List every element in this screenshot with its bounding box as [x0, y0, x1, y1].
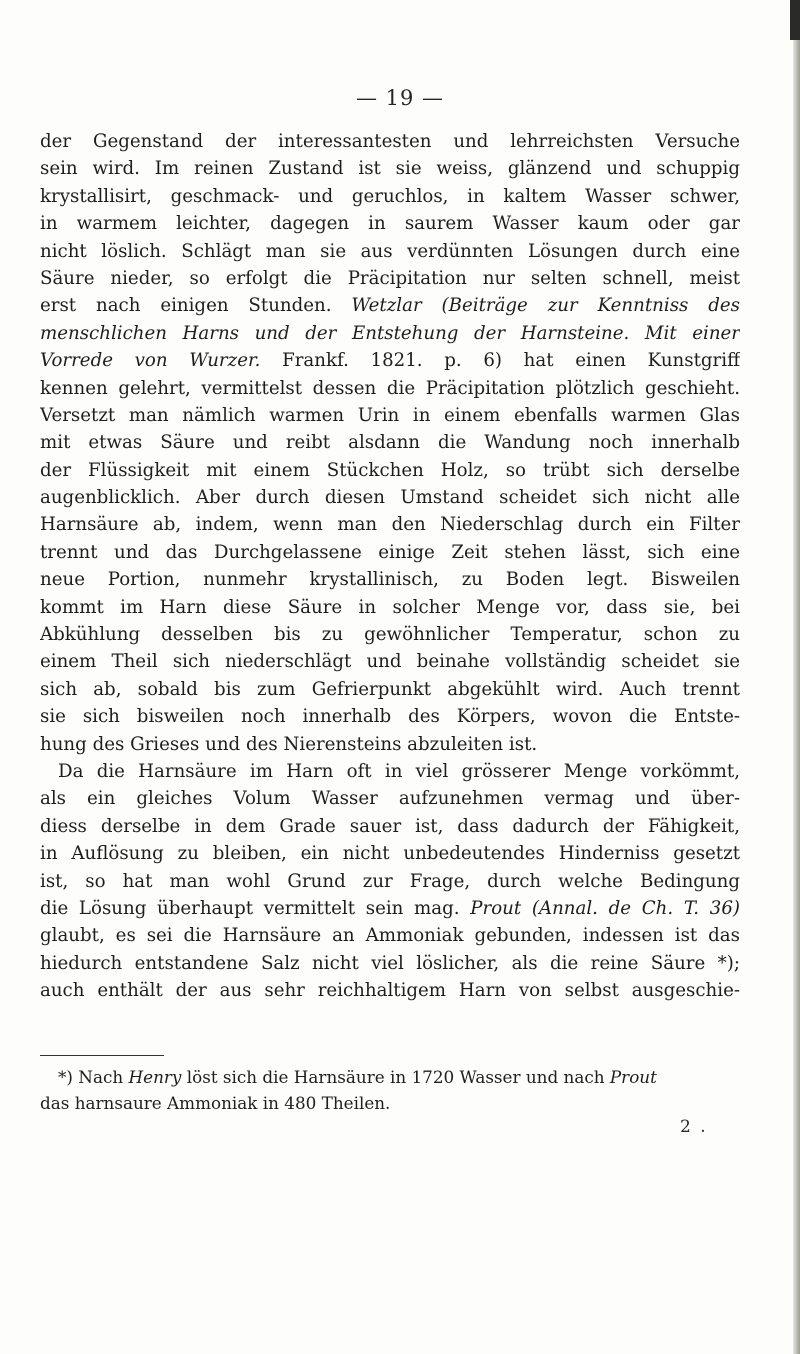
text-segment: auch enthält der aus sehr reichhaltigem Harn von selbst ausgeschie- — [40, 980, 740, 1002]
text-line — [40, 511, 740, 538]
text-line — [40, 265, 740, 292]
text-segment: *) Nach — [58, 1067, 129, 1087]
text-segment: mit etwas Säure und reibt alsdann die Wandung noch innerhalb — [40, 432, 740, 454]
page-edge-corner — [790, 0, 800, 40]
text-segment: nicht löslich. Schlägt man sie aus verdünnten Lösungen durch eine — [40, 240, 740, 262]
text-segment: ist, so hat man wohl Grund zur Frage, durch welche Bedingung — [40, 870, 740, 892]
text-line — [40, 539, 740, 566]
text-segment: der Gegenstand der interessantesten und lehrreichsten Versuche — [40, 131, 740, 152]
text-segment: sie sich bisweilen noch innerhalb des Körpers, wovon die Entste- — [40, 706, 740, 728]
text-line — [40, 731, 740, 758]
text-segment: in warmem leichter, dagegen in saurem Wasser kaum oder gar — [40, 213, 740, 235]
text-line — [40, 155, 740, 182]
text-segment: Da die Harnsäure im Harn oft in viel grösserer Menge vorkömmt, — [58, 760, 740, 782]
text-line — [40, 868, 740, 895]
text-segment: Frankf. 1821. p. 6) hat einen Kunstgriff — [260, 350, 740, 372]
text-line — [40, 621, 740, 648]
text-segment: sich ab, sobald bis zum Gefrierpunkt abgekühlt wird. Auch trennt — [40, 678, 740, 700]
text-segment: als ein gleiches Volum Wasser aufzunehmen vermag und über- — [40, 788, 740, 810]
text-line — [40, 347, 740, 374]
text-line — [40, 895, 740, 922]
text-segment: trennt und das Durchgelassene einige Zeit stehen lässt, sich eine — [40, 541, 740, 563]
text-line — [40, 320, 740, 347]
text-segment: hung des Grieses und des Nierensteins abzuleiten ist. — [40, 733, 538, 755]
italic-text: Prout (Annal. de Ch. T. 36) — [470, 897, 740, 919]
text-line — [40, 813, 740, 840]
text-line — [40, 292, 740, 319]
text-line — [40, 594, 740, 621]
italic-text: Wetzlar (Beiträge zur Kenntniss des — [351, 295, 740, 317]
text-line — [40, 758, 740, 785]
footnote-line — [40, 1064, 740, 1090]
text-segment: Versetzt man nämlich warmen Urin in einem ebenfalls warmen Glas — [40, 404, 740, 426]
italic-text: Henry — [128, 1067, 182, 1087]
text-line — [40, 703, 740, 730]
text-line — [40, 457, 740, 484]
text-line — [40, 977, 740, 1004]
text-line — [40, 922, 740, 949]
text-line — [40, 429, 740, 456]
text-line — [40, 210, 740, 237]
text-segment: einem Theil sich niederschlägt und beinahe vollständig scheidet sie — [40, 651, 740, 673]
text-segment: Harnsäure ab, indem, wenn man den Niederschlag durch ein Filter — [40, 514, 740, 536]
text-segment: kennen gelehrt, vermittelst dessen die Präcipitation plötzlich geschieht. — [40, 377, 740, 399]
text-segment: in Auflösung zu bleiben, ein nicht unbedeutendes Hinderniss gesetzt — [40, 843, 740, 865]
text-segment: sein wird. Im reinen Zustand ist sie weiss, glänzend und schuppig — [40, 158, 740, 180]
body-text — [40, 128, 740, 1005]
text-segment: kommt im Harn diese Säure in solcher Menge vor, dass sie, bei — [40, 596, 740, 618]
page-number: — 19 — — [355, 86, 445, 110]
text-line — [40, 128, 740, 155]
text-line — [40, 566, 740, 593]
text-segment: das harnsaure Ammoniak in 480 Theilen. — [40, 1093, 391, 1113]
text-segment: die Lösung überhaupt vermittelt sein mag. — [40, 897, 471, 919]
footnote-line — [40, 1090, 740, 1116]
text-line — [40, 840, 740, 867]
text-segment: krystallisirt, geschmack- und geruchlos, in kaltem Wasser schwer, — [40, 185, 740, 207]
text-line — [40, 402, 740, 429]
text-segment: der Flüssigkeit mit einem Stückchen Holz, so trübt sich derselbe — [40, 459, 740, 481]
text-segment: diess derselbe in dem Grade sauer ist, dass dadurch der Fähigkeit, — [40, 815, 740, 837]
italic-text: Vorrede von Wurzer. — [40, 350, 261, 372]
page-edge-shadow — [793, 0, 800, 1354]
italic-text: menschlichen Harns und der Entstehung der Harnsteine. Mit einer — [40, 322, 740, 344]
text-line — [40, 676, 740, 703]
signature-mark: 2 . — [680, 1117, 708, 1137]
text-line — [40, 183, 740, 210]
italic-text: Prout — [609, 1067, 657, 1087]
text-line — [40, 785, 740, 812]
text-segment: neue Portion, nunmehr krystallinisch, zu Boden legt. Bisweilen — [40, 569, 740, 591]
text-line — [40, 238, 740, 265]
footnote-rule — [40, 1055, 164, 1056]
text-segment: augenblicklich. Aber durch diesen Umstand scheidet sich nicht alle — [40, 487, 740, 509]
text-line — [40, 375, 740, 402]
text-segment: löst sich die Harnsäure in 1720 Wasser und nach — [181, 1067, 610, 1087]
text-line — [40, 950, 740, 977]
text-segment: Säure nieder, so erfolgt die Präcipitation nur selten schnell, meist — [40, 267, 740, 289]
text-segment: hiedurch entstandene Salz nicht viel löslicher, als die reine Säure *); — [40, 952, 740, 974]
text-line — [40, 484, 740, 511]
text-line — [40, 648, 740, 675]
text-segment: Abkühlung desselben bis zu gewöhnlicher Temperatur, schon zu — [40, 624, 740, 646]
text-segment: glaubt, es sei die Harnsäure an Ammoniak gebunden, indessen ist das — [40, 925, 740, 947]
text-segment: erst nach einigen Stunden. — [40, 295, 352, 317]
footnote — [40, 1064, 740, 1116]
